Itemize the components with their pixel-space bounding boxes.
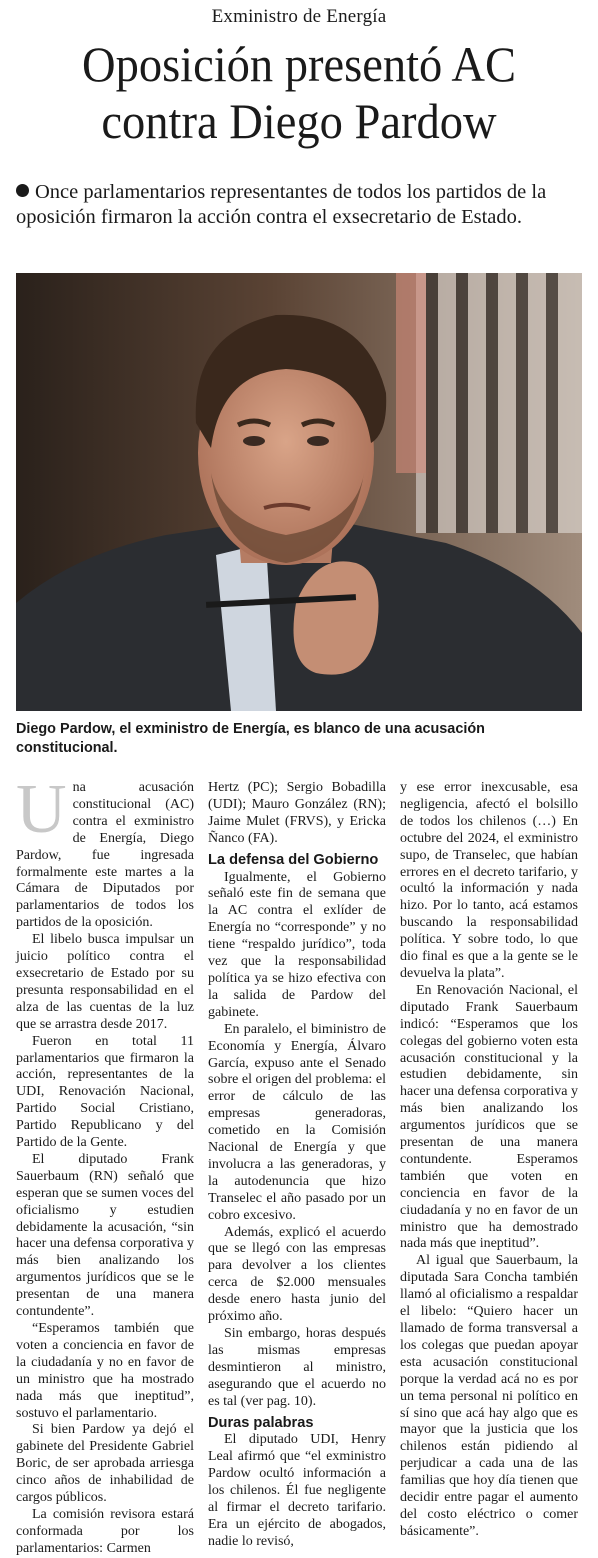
paragraph: El diputado UDI, Henry Leal afirmó que “el exministro Pardow ocultó información a los chilenos. Él fue negligente al firmar el decreto tarifario. Era un ejército de abogados, nadie lo revisó, (208, 1432, 386, 1549)
article-photo (16, 273, 582, 711)
headline-line-1: Oposición presentó AC (82, 36, 516, 92)
paragraph: En Renovación Nacional, el diputado Frank Sauerbaum indicó: “Esperamos que los colegas del gobierno voten esta acusación constitucional y la estudien debidamente, sin hacer una defensa corporativa y más bien analizando los argumentos jurídicos que se presentan de una manera contundente. Esperamos también que voten en conciencia en favor de la ciudadanía y no en favor de un ministro que ha demostrado nada más que ineptitud”. (400, 982, 579, 1252)
article-column-2 (208, 780, 386, 1551)
paragraph: El diputado Frank Sauerbaum (RN) señaló que esperan que se sumen voces del oficialismo y estudien debidamente la acusación, “sin hacer una defensa corporativa y más bien analizando los argumentos jurídicos que se le presentan de una manera contundente”. (16, 1151, 195, 1320)
paragraph: La comisión revisora estará conformada por los parlamentarios: Carmen (16, 1506, 194, 1556)
portrait-illustration (16, 273, 582, 711)
paragraph: Al igual que Sauerbaum, la diputada Sara Concha también llamó al oficialismo a respaldar el libelo: “Quiero hacer un llamado de forma transversal a los colegas que puedan apoyar esta acusación constitucional porque la verdad acá no es por un tema personal ni político en sí sino que acá hay algo que es mayor que la justicia que los chilenos están pidiendo al perjudicar a cada una de las familias que hoy día tienen que decidir entre pagar el aumento del costo eléctrico o comer básicamente”. (400, 1253, 578, 1539)
headline-line-2: contra Diego Pardow (101, 93, 497, 149)
article-headline (21, 36, 577, 150)
paragraph: Sin embargo, horas después las mismas empresas desmintieron al ministro, asegurando que el acuerdo no es tal (ver pag. 10). (208, 1326, 386, 1409)
article-deck (16, 180, 586, 230)
paragraph: Si bien Pardow ya dejó el gabinete del Presidente Gabriel Boric, de ser aprobada arriesga cinco años de inhabilidad de cargos públicos. (16, 1422, 194, 1506)
paragraph: Hertz (PC); Sergio Bobadilla (UDI); Mauro González (RN); Jaime Mulet (FRVS), y Ericka Ñanco (FA). (208, 780, 386, 846)
deck-text: Once parlamentarios representantes de todos los partidos de la oposición firmaron la acción contra el exsecretario de Estado. (16, 181, 547, 228)
article-column-3 (400, 780, 578, 1541)
paragraph: y ese error inexcusable, esa negligencia, afectó el bolsillo de todos los chilenos (…) En octubre del 2024, el exministro supo, de Transelec, que habían errores en el decreto tarifario, y ocultó la información y nada hizo. Por lo tanto, acá estamos buscando la responsabilidad política. Y sobre todo, lo que dio final es que a la gente se le devuelva la plata”. (400, 780, 578, 981)
paragraph: Fueron en total 11 parlamentarios que firmaron la acción, representantes de la UDI, Renovación Nacional, Partido Social Cristiano, Partido Republicano y del Partido de la Gente. (16, 1033, 194, 1151)
subheading: Duras palabras (208, 1414, 314, 1431)
paragraph: “Esperamos también que voten a conciencia en favor de la ciudadanía y no en favor de un ministro que ha mostrado nada más que ineptitud”, sostuvo el parlamentario. (16, 1321, 194, 1421)
section-kicker: Exministro de Energía (211, 6, 387, 27)
paragraph: Igualmente, el Gobierno señaló este fin de semana que la AC contra el exlíder de Energía no “corresponde” y no tiene “respaldo jurídico”, toda vez que la responsabilidad política ya se hizo efectiva con la salida de Pardow del gabinete. (208, 869, 386, 1020)
paragraph: En paralelo, el biministro de Economía y Energía, Álvaro García, expuso ante el Senado sobre el origen del problema: el error de cálculo de las empresas generadoras, cometido en la Comisión Nacional de Energía y que involucra a las generadoras, y la autodenuncia que hizo Transelec el año pasado por un cobro excesivo. (208, 1021, 386, 1223)
bullet-icon (16, 184, 29, 197)
article-column-1 (16, 771, 195, 1558)
photo-caption: Diego Pardow, el exministro de Energía, es blanco de una acusación constitucional. (16, 721, 485, 756)
subheading: La defensa del Gobierno (208, 851, 379, 868)
paragraph: El libelo busca impulsar un juicio político contra el exsecretario de Estado por su presunta responsabilidad en el alza de las cuentas de la luz que se arrastra desde 2017. (16, 932, 194, 1032)
paragraph: na acusación constitucional (AC) contra el exministro de Energía, Diego Pardow, fue ingresada formalmente este martes a la Cámara de Diputados por parlamentarios de todos los partidos de la oposición. (16, 780, 194, 931)
paragraph: Además, explicó el acuerdo que se llegó con las empresas para devolver a los clientes cerca de $2.000 mensuales desde enero hasta junio del próximo año. (208, 1224, 386, 1325)
drop-cap: U (16, 771, 67, 848)
